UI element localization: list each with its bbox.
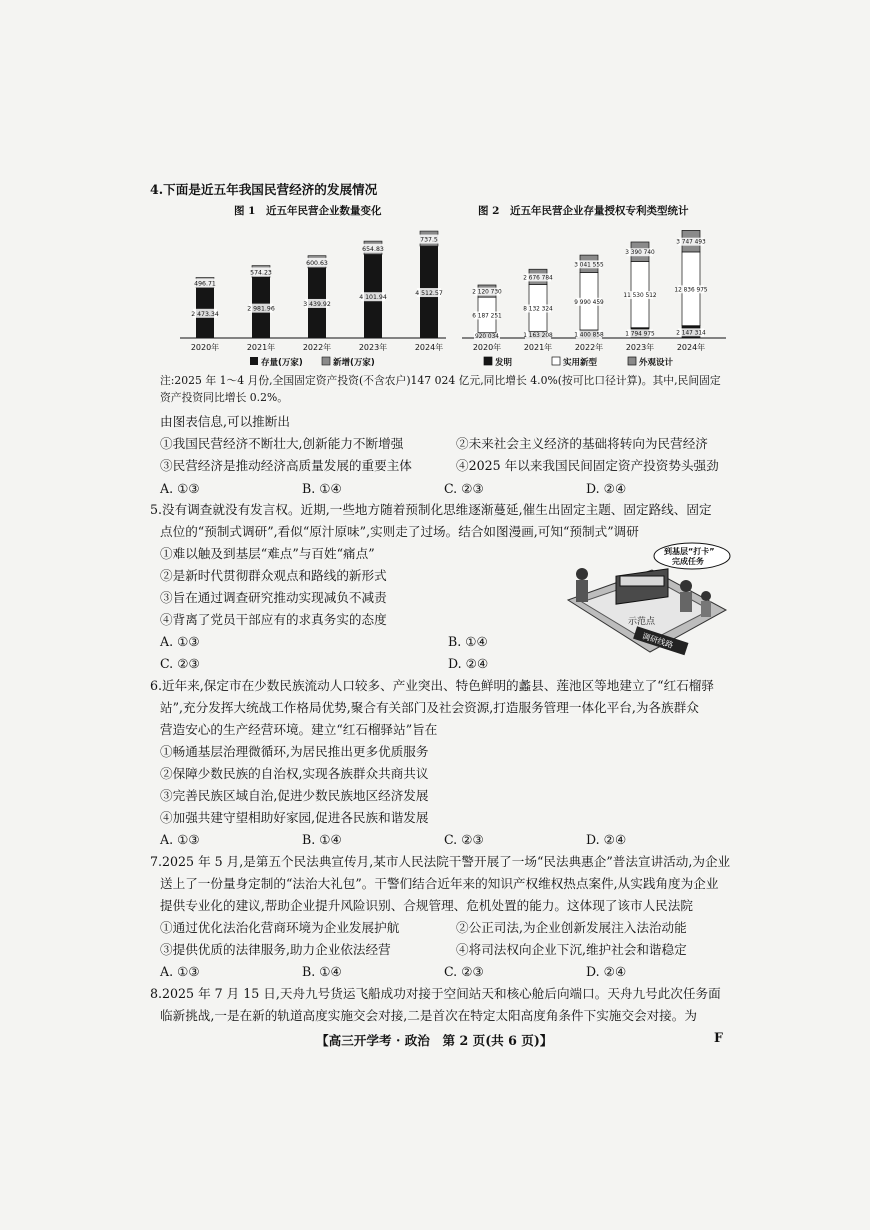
page-mark: F bbox=[714, 1030, 723, 1045]
cartoon-bubble-line1: 到基层“打卡” bbox=[664, 547, 715, 556]
q5-option-a[interactable]: A. ①③ bbox=[160, 634, 200, 649]
q7-option-b[interactable]: B. ①④ bbox=[302, 964, 342, 979]
q6-option-b[interactable]: B. ①④ bbox=[302, 832, 342, 847]
q6-option-c[interactable]: C. ②③ bbox=[444, 832, 484, 847]
chart1-legend-new: 新增(万家) bbox=[333, 358, 375, 368]
page-footer: 【高三开学考 · 政治 第 2 页(共 6 页)】 bbox=[316, 1033, 553, 1048]
chart2-bar-label: 920 034 bbox=[475, 333, 499, 340]
q4-statement-3: ③民营经济是推动经济高质量发展的重要主体 bbox=[160, 458, 412, 473]
q4-options bbox=[160, 481, 728, 497]
q7-statement-4: ④将司法权向企业下沉,维护社会和谐稳定 bbox=[456, 942, 687, 957]
q7-statement-3: ③提供优质的法律服务,助力企业依法经营 bbox=[160, 942, 391, 957]
chart2-tick-label: 2024年 bbox=[676, 343, 706, 352]
q4-note-line1: 注:2025 年 1～4 月份,全国固定资产投资(不含农户)147 024 亿元,同比增长 4.0%(按可比口径计算)。其中,民间固定 bbox=[160, 374, 721, 387]
chart1-tick-label: 2020年 bbox=[190, 343, 220, 352]
chart2-legend-label: 实用新型 bbox=[563, 358, 598, 368]
cartoon-sign: 示范点 bbox=[628, 617, 656, 627]
chart2-bar-label: 1 163 208 bbox=[523, 333, 553, 340]
chart2-bar-label: 1 400 858 bbox=[574, 332, 604, 339]
chart2-bar-label: 3 041 555 bbox=[574, 262, 604, 269]
q5-statement-4: ④背离了党员干部应有的求真务实的态度 bbox=[160, 612, 387, 627]
q7-statement-2: ②公正司法,为企业创新发展注入法治动能 bbox=[456, 920, 687, 935]
chart1-legend-stock: 存量(万家) bbox=[261, 358, 303, 368]
q7-line3: 提供专业化的建议,帮助企业提升风险识别、合规管理、危机处置的能力。这体现了该市人民法院 bbox=[160, 898, 693, 913]
q5-cartoon bbox=[560, 540, 732, 660]
q6-option-a[interactable]: A. ①③ bbox=[160, 832, 200, 847]
q7-line1: 7.2025 年 5 月,是第五个民法典宣传月,某市人民法院干警开展了一场“民法典惠企”普法宣讲活动,为企业 bbox=[150, 854, 731, 869]
chart2-bar-label: 9 990 459 bbox=[574, 299, 604, 306]
chart2-bar-label: 11 530 512 bbox=[623, 293, 657, 300]
q5-option-b[interactable]: B. ①④ bbox=[448, 634, 488, 649]
chart2-bar-label: 3 747 493 bbox=[676, 239, 706, 246]
chart2-bar-label: 2 120 730 bbox=[472, 289, 502, 296]
chart2-bar-label: 2 147 314 bbox=[676, 330, 706, 337]
chart1-label-new: 737.5 bbox=[420, 236, 438, 244]
q6-line3: 营造安心的生产经营环境。建立“红石榴驿站”旨在 bbox=[160, 722, 438, 737]
chart1-label-stock: 4 101.94 bbox=[359, 294, 387, 302]
q4-option-b[interactable]: B. ①④ bbox=[302, 481, 342, 496]
chart2-bar-label: 6 187 251 bbox=[472, 313, 502, 320]
q6-line1: 6.近年来,保定市在少数民族流动人口较多、产业突出、特色鲜明的蠡县、莲池区等地建立了“红石榴驿 bbox=[150, 678, 714, 693]
q7-line2: 送上了一份量身定制的“法治大礼包”。干警们结合近年来的知识产权维权热点案件,从实践角度为企业 bbox=[160, 876, 719, 891]
q5-statement-2: ②是新时代贯彻群众观点和路线的新形式 bbox=[160, 568, 387, 583]
chart2-tick-label: 2020年 bbox=[472, 343, 502, 352]
q7-option-d[interactable]: D. ②④ bbox=[586, 964, 627, 979]
chart2-legend-label: 发明 bbox=[495, 358, 513, 368]
chart1-title: 图 1 近五年民营企业数量变化 bbox=[234, 205, 382, 217]
chart1-label-stock: 4 512.57 bbox=[415, 290, 443, 298]
chart1-label-stock: 2 473.34 bbox=[191, 310, 219, 318]
q4-statement-1: ①我国民营经济不断壮大,创新能力不断增强 bbox=[160, 436, 404, 451]
chart1-label-stock: 2 981.96 bbox=[247, 305, 275, 313]
q7-option-a[interactable]: A. ①③ bbox=[160, 964, 200, 979]
q4-option-a[interactable]: A. ①③ bbox=[160, 481, 200, 496]
q8-line2: 临新挑战,一是在新的轨道高度实施交会对接,二是首次在特定太阳高度角条件下实施交会对接。为 bbox=[160, 1008, 697, 1023]
q5-option-c[interactable]: C. ②③ bbox=[160, 656, 200, 671]
chart1-label-new: 496.71 bbox=[194, 280, 216, 288]
chart2-bar-label: 1 794 975 bbox=[625, 331, 655, 338]
q4-option-c[interactable]: C. ②③ bbox=[444, 481, 484, 496]
q6-statement-1: ①畅通基层治理微循环,为居民推出更多优质服务 bbox=[160, 744, 429, 759]
chart2-legend-label: 外观设计 bbox=[639, 358, 674, 368]
q6-option-d[interactable]: D. ②④ bbox=[586, 832, 627, 847]
q6-statement-2: ②保障少数民族的自治权,实现各族群众共商共议 bbox=[160, 766, 429, 781]
q4-statement-4: ④2025 年以来我国民间固定资产投资势头强劲 bbox=[456, 458, 719, 473]
chart1-label-new: 654.83 bbox=[362, 245, 384, 253]
q4-lead: 由图表信息,可以推断出 bbox=[160, 414, 290, 429]
chart2-title: 图 2 近五年民营企业存量授权专利类型统计 bbox=[478, 205, 689, 217]
q5-statement-3: ③旨在通过调查研究推动实现减负不减责 bbox=[160, 590, 387, 605]
q6-statement-4: ④加强共建守望相助好家园,促进各民族和谐发展 bbox=[160, 810, 429, 825]
chart2-bar-label: 2 676 784 bbox=[523, 275, 553, 282]
q6-line2: 站”,充分发挥大统战工作格局优势,聚合有关部门及社会资源,打造服务管理一体化平台,为各族群众 bbox=[160, 700, 699, 715]
q4-note-line2: 资产投资同比增长 0.2%。 bbox=[160, 391, 289, 404]
chart2-legend-swatch bbox=[484, 357, 492, 365]
chart2-bar-label: 12 836 975 bbox=[674, 287, 708, 294]
q7-options bbox=[160, 964, 728, 980]
chart2-legend-swatch bbox=[552, 357, 560, 365]
q6-statement-3: ③完善民族区域自治,促进少数民族地区经济发展 bbox=[160, 788, 429, 803]
chart1-tick-label: 2021年 bbox=[246, 343, 276, 352]
chart1-label-new: 600.63 bbox=[306, 259, 328, 267]
chart1-legend-swatch-new bbox=[322, 357, 330, 365]
q5-option-d[interactable]: D. ②④ bbox=[448, 656, 489, 671]
q5-line2: 点位的“预制式调研”,看似“原汁原味”,实则走了过场。结合如图漫画,可知“预制式”调研 bbox=[160, 524, 639, 539]
q6-options bbox=[160, 832, 728, 848]
chart1-svg bbox=[176, 220, 450, 370]
chart2-bar-label: 3 390 740 bbox=[625, 250, 655, 257]
chart1-label-new: 574.23 bbox=[250, 269, 272, 277]
q4-statement-2: ②未来社会主义经济的基础将转向为民营经济 bbox=[456, 436, 708, 451]
chart2-legend-swatch bbox=[628, 357, 636, 365]
chart2-tick-label: 2022年 bbox=[574, 343, 604, 352]
cartoon-bubble-line2: 完成任务 bbox=[672, 557, 704, 566]
q7-option-c[interactable]: C. ②③ bbox=[444, 964, 484, 979]
q7-statement-1: ①通过优化法治化营商环境为企业发展护航 bbox=[160, 920, 400, 935]
cartoon-path-label: 调研线路 bbox=[641, 631, 675, 651]
q5-line1: 5.没有调查就没有发言权。近期,一些地方随着预制化思维逐渐蔓延,催生出固定主题、固定路线、固定 bbox=[150, 502, 712, 517]
q4-stem: 4.下面是近五年我国民营经济的发展情况 bbox=[150, 182, 378, 197]
q5-statement-1: ①难以触及到基层“难点”与百姓“痛点” bbox=[160, 546, 375, 561]
chart2-tick-label: 2023年 bbox=[625, 343, 655, 352]
chart1-label-stock: 3 439.92 bbox=[303, 300, 331, 308]
q4-option-d[interactable]: D. ②④ bbox=[586, 481, 627, 496]
q8-line1: 8.2025 年 7 月 15 日,天舟九号货运飞船成功对接于空间站天和核心舱后向端口。天舟九号此次任务面 bbox=[150, 986, 721, 1001]
chart1-tick-label: 2024年 bbox=[414, 343, 444, 352]
chart1-tick-label: 2022年 bbox=[302, 343, 332, 352]
chart2-tick-label: 2021年 bbox=[523, 343, 553, 352]
chart1-legend-swatch-stock bbox=[250, 357, 258, 365]
chart2-bar-label: 8 132 324 bbox=[523, 306, 553, 313]
chart2-svg bbox=[458, 220, 730, 370]
chart1-tick-label: 2023年 bbox=[358, 343, 388, 352]
